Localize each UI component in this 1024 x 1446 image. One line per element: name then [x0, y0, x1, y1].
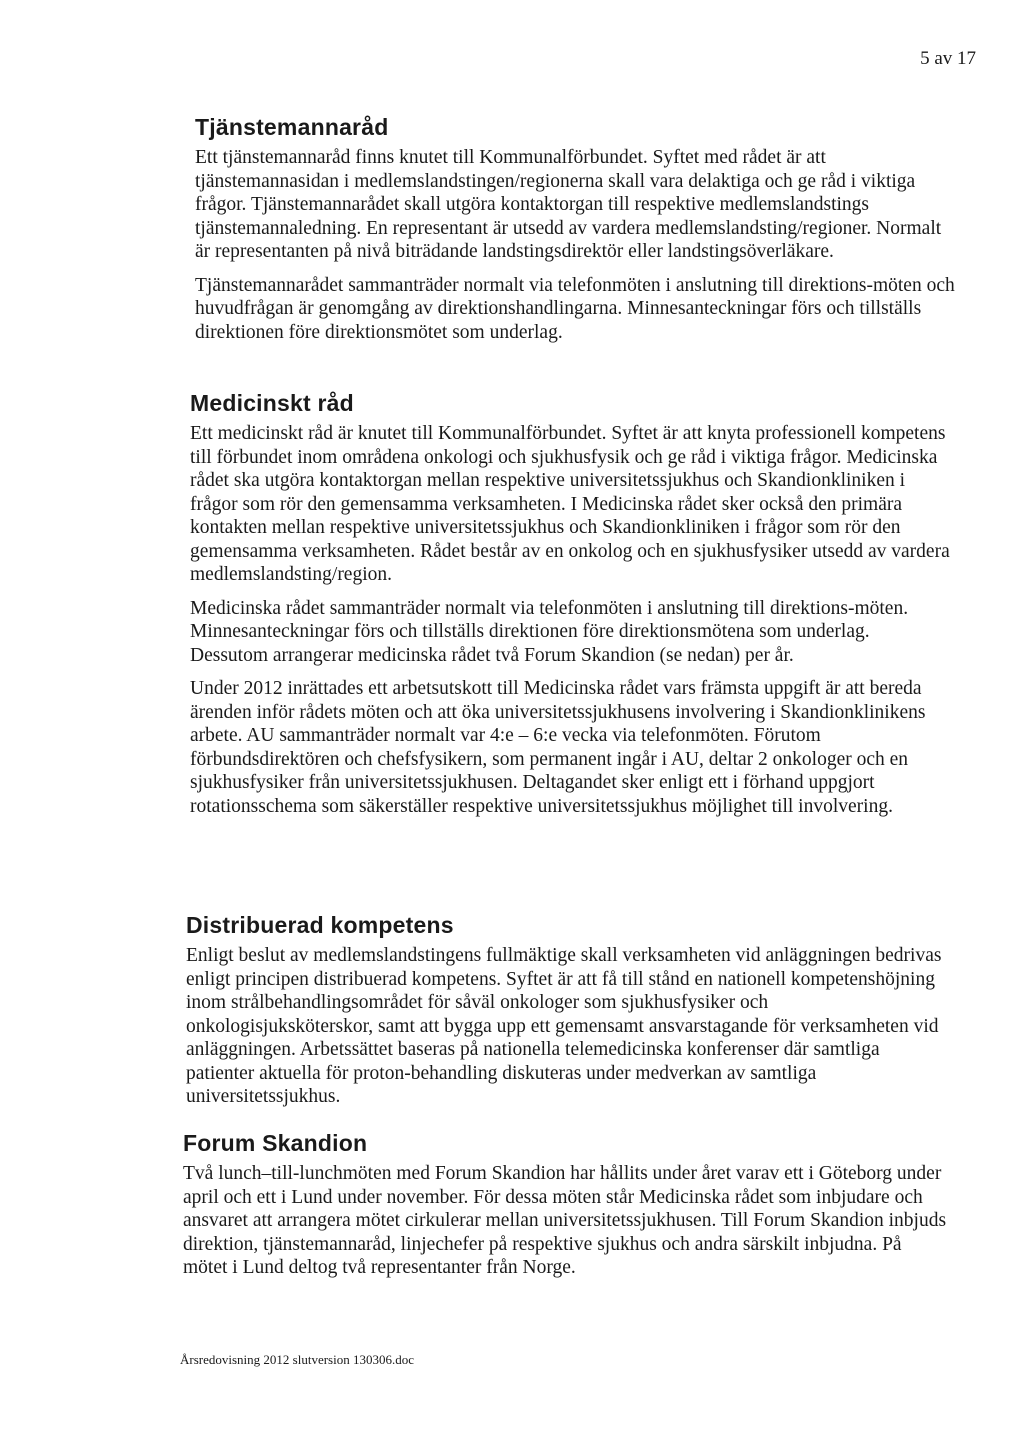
- section-heading: Distribuerad kompetens: [186, 912, 454, 938]
- paragraph: Ett medicinskt råd är knutet till Kommunalförbundet. Syftet är att knyta professionell kompetens till förbundet inom områdena onkologi och sjukhusfysik och ge råd i viktiga frågor. Medicinska rådet ska utgöra kontaktorgan mellan respektive universitetssjukhus och Skandionkliniken i frågor som rör den gemensamma verksamheten. I Medicinska rådet sker också den primära kontakten mellan respektive universitetssjukhus och Skandionkliniken i frågor som rör den gemensamma verksamheten. Rådet består av en onkolog och en sjukhusfysiker utsedd av vardera medlemslandsting/region.: [190, 423, 950, 585]
- footer-filename: Årsredovisning 2012 slutversion 130306.doc: [180, 1352, 414, 1367]
- section-medicinskt-rad: [190, 390, 950, 828]
- paragraph: Under 2012 inrättades ett arbetsutskott till Medicinska rådet vars främsta uppgift är att bereda ärenden inför rådets möten och att öka universitetssjukhusens involvering i Skandionklinikens arbete. AU sammanträder normalt var 4:e – 6:e vecka via telefonmöten. Förutom förbundsdirektören och chefsfysikern, som permanent ingår i AU, deltar 2 onkologer och en sjukhusfysiker från universitetssjukhusen. Deltagandet sker enligt ett i förhand uppgjort rotationsschema som säkerställer respektive universitetssjukhus möjlighet till involvering.: [190, 678, 926, 817]
- page-number: 5 av 17: [920, 48, 976, 69]
- section-heading: Medicinskt råd: [190, 390, 354, 416]
- paragraph: Två lunch–till-lunchmöten med Forum Skandion har hållits under året varav ett i Göteborg under april och ett i Lund under november. För dessa möten står Medicinska rådet som inbjudare och ansvaret att arrangera mötet cirkulerar mellan universitetssjukhusen. Till Forum Skandion inbjuds direktion, tjänstemannaråd, linjechefer på respektive sjukhus och andra särskilt inbjudna. På mötet i Lund deltog två representanter från Norge.: [183, 1163, 947, 1278]
- paragraph: Ett tjänstemannaråd finns knutet till Kommunalförbundet. Syftet med rådet är att tjänstemannasidan i medlemslandstingen/regionerna skall vara delaktiga och ge råd i viktiga frågor. Tjänstemannarådet skall utgöra kontaktorgan till respektive medlemslandstings tjänstemannaledning. En representant är utsedd av vardera medlemslandsting/regioner. Normalt är representanten på nivå biträdande landstingsdirektör eller landstingsöverläkare.: [195, 147, 942, 262]
- section-tjanstemannarad: [195, 114, 955, 354]
- paragraph: Medicinska rådet sammanträder normalt via telefonmöten i anslutning till direktions-möten. Minnesanteckningar förs och tillställs direktionen före direktionsmötena som underlag. Dessutom arrangerar medicinska rådet två Forum Skandion (se nedan) per år.: [190, 597, 909, 666]
- paragraph: Enligt beslut av medlemslandstingens fullmäktige skall verksamheten vid anläggningen bedrivas enligt principen distribuerad kompetens. Syftet är att få till stånd en nationell kompetenshöjning inom strålbehandlingsområdet för såväl onkologer som sjukhusfysiker och onkologisjuksköterskor, samt att bygga upp ett gemensamt ansvarstagande för verksamheten vid anläggningen. Arbetssättet baseras på nationella telemedicinska konferenser där samtliga patienter aktuella för proton-behandling diskuteras under medverkan av samtliga universitetssjukhus.: [186, 945, 942, 1107]
- section-distribuerad-kompetens: [186, 912, 950, 1119]
- section-heading: Forum Skandion: [183, 1130, 368, 1156]
- section-forum-skandion: [183, 1130, 950, 1290]
- section-heading: Tjänstemannaråd: [195, 114, 389, 140]
- paragraph: Tjänstemannarådet sammanträder normalt via telefonmöten i anslutning till direktions-möten och huvudfrågan är genomgång av direktionshandlingarna. Minnesanteckningar förs och tillställs direktionen före direktionsmötet som underlag.: [195, 274, 955, 343]
